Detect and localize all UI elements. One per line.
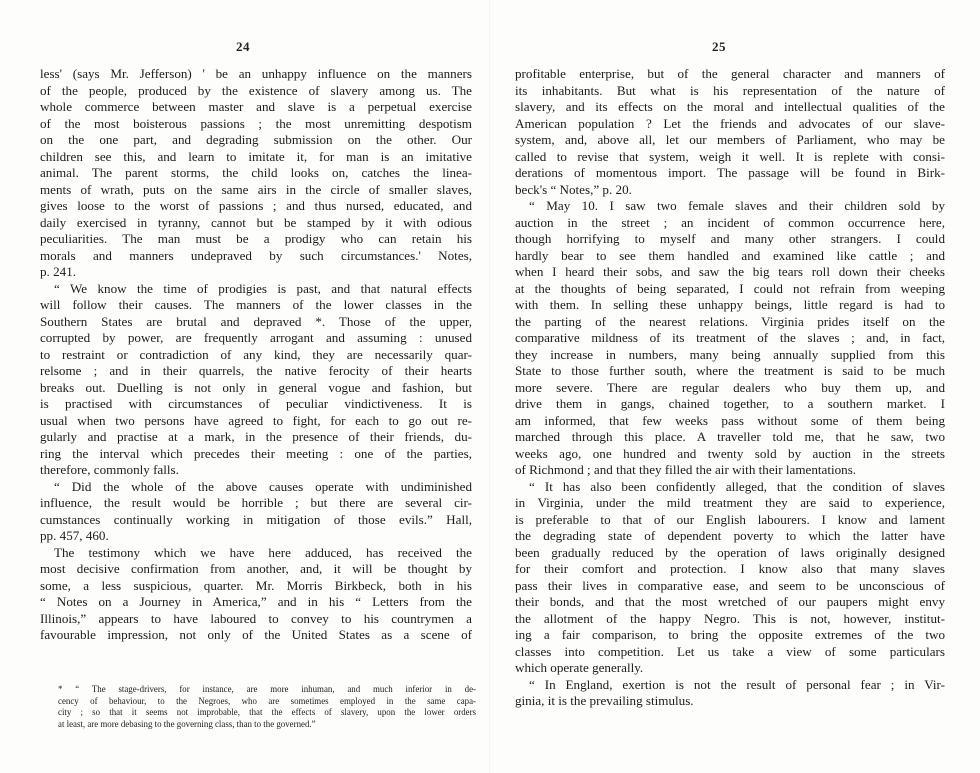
text-line: American population ? Let the friends and advocates of our slave- <box>515 115 945 131</box>
text-line: whole commerce between master and slave is a perpetual exercise <box>40 99 472 114</box>
text-line: Illinois,” appears to have laboured to convey to his countrymen a <box>40 610 472 626</box>
text-line: favourable impression, not only of the United States as a scene of <box>40 627 472 642</box>
text-line: classes into competition. Let us take a view of some particulars <box>515 643 945 659</box>
text-line: ments of wrath, puts on the same airs in the circle of smaller slaves, <box>40 181 472 197</box>
text-line: beck's “ Notes,” p. 20. <box>515 181 632 197</box>
text-line: most decisive confirmation from another, and, it will be thought by <box>40 561 472 576</box>
text-line: gives loose to the worst of passions ; and thus nursed, educated, and <box>40 198 472 213</box>
page-number: 24 <box>236 39 250 54</box>
footnote-line: city ; so that it seems not improbable, that the effects of slavery, upon the lower orders <box>58 707 476 718</box>
text-line: on the one part, and degrading submission on the other. Our <box>40 132 472 147</box>
text-line: “ It has also been confidently alleged, that the condition of slaves <box>529 478 945 494</box>
text-line: been gradually reduced by the operation of laws originally designed <box>515 544 945 560</box>
text-line: though horrifying to myself and many other strangers. I could <box>515 231 945 246</box>
page-number: 25 <box>712 39 726 54</box>
text-line: corrupted by power, are frequently arrogant and assuming : unused <box>40 330 472 345</box>
text-line: the allotment of the happy Negro. This is not, however, institut- <box>515 610 945 626</box>
text-line: its inhabitants. But what is his representation of the nature of <box>515 82 945 98</box>
text-line: cumstances continually working in mitigation of those evils.” Hall, <box>40 511 472 527</box>
text-line: marched through this place. A traveller told me, that he saw, two <box>515 429 945 444</box>
footnote-line: * “ The stage-drivers, for instance, are more inhuman, and much inferior in de- <box>58 684 476 694</box>
text-line: the degrading state of dependent poverty to which the latter have <box>515 528 945 543</box>
text-line: for their comfort and protection. I know also that many slaves <box>515 561 945 576</box>
footnote-line: at least, are more debasing to the governing class, than to the governed.” <box>58 718 316 729</box>
text-line: system, and, above all, let our members of Parliament, who may be <box>515 132 945 147</box>
text-line: comparative mildness of its treatment of the slaves ; and, in fact, <box>515 330 945 345</box>
text-line: peculiarities. The man must be a prodigy who can retain his <box>40 231 472 246</box>
footnote-line: cency of behaviour, to the Negroes, who are sometimes employed in the same capa- <box>58 695 476 706</box>
text-line: daily exercised in tyranny, cannot but be stamped by it with odious <box>40 214 472 230</box>
text-line: pass their lives in comparative ease, and seem to be unconscious of <box>515 577 945 593</box>
text-line: their bonds, and that the most wretched of our paupers might envy <box>515 594 945 609</box>
text-line: some, a less suspicious, quarter. Mr. Morris Birkbeck, both in his <box>40 577 472 593</box>
text-line: is preferable to that of our English labourers. I know and lament <box>515 511 945 527</box>
text-line: the parting of the nearest relations. Virginia prides itself on the <box>515 313 945 329</box>
text-line: ring the interval which precedes their meeting : one of the parties, <box>40 445 472 461</box>
text-line: called to revise that system, weigh it well. It is replete with consi- <box>515 148 945 164</box>
text-line: in Virginia, under the mild treatment they are said to experience, <box>515 495 945 510</box>
text-line: drive them in gangs, chained together, to a southern market. I <box>515 396 945 411</box>
text-line: children see this, and learn to imitate it, for man is an imitative <box>40 148 472 164</box>
text-line: p. 241. <box>40 264 77 279</box>
text-line: at the thoughts of being separated, I could not refrain from weeping <box>515 280 945 296</box>
text-line: derations of momentous import. The passage will be found in Birk- <box>515 165 945 180</box>
text-line: less' (says Mr. Jefferson) ' be an unhappy influence on the manners <box>40 66 472 81</box>
text-line: relsome ; and in their quarrels, the native ferocity of their hearts <box>40 363 472 378</box>
text-line: more severe. There are regular dealers who buy them up, and <box>515 379 945 395</box>
text-line: profitable enterprise, but of the general character and manners of <box>515 66 945 81</box>
text-line: hardly bear to see them handled and examined like cattle ; and <box>515 247 945 263</box>
text-line: influence, the result would be horrible ; but there are several cir- <box>40 495 472 510</box>
text-line: slavery, and its effects on the moral and intellectual qualities of the <box>515 99 945 114</box>
text-line: State to those further south, where the treatment is said to be much <box>515 363 945 378</box>
text-line: “ We know the time of prodigies is past, and that natural effects <box>54 280 472 296</box>
text-line: ginia, it is the prevailing stimulus. <box>515 693 694 708</box>
text-line: breaks out. Duelling is not only in general vogue and fashion, but <box>40 379 472 395</box>
right-page-body <box>515 66 945 710</box>
text-line: of the people, produced by the existence of slavery among us. The <box>40 82 472 98</box>
text-line: am informed, that few weeks pass without some of them being <box>515 412 945 428</box>
text-line: of Richmond ; and that they filled the air with their lamentations. <box>515 462 857 477</box>
text-line: of the most boisterous passions ; the most unremitting despotism <box>40 115 472 131</box>
text-line: Southern States are brutal and depraved *. Those of the upper, <box>40 313 472 329</box>
text-line: ing a fair comparison, to bring the opposite extremes of the two <box>515 627 945 642</box>
text-line: auction in the street ; an incident of common occurrence here, <box>515 214 945 230</box>
text-line: The testimony which we have here adduced, has received the <box>54 544 472 560</box>
text-line: “ Did the whole of the above causes operate with undiminished <box>54 478 472 494</box>
text-line: which operate generally. <box>515 660 644 675</box>
text-line: gularly and practise at a mark, in the presence of their friends, du- <box>40 429 472 444</box>
text-line: is practised with circumstances of peculiar vindictiveness. It is <box>40 396 472 411</box>
text-line: pp. 457, 460. <box>40 528 109 543</box>
right-page <box>490 0 980 773</box>
text-line: will follow their causes. The manners of the lower classes in the <box>40 297 472 312</box>
text-line: “ May 10. I saw two female slaves and their children sold by <box>529 198 945 213</box>
text-line: they increase in numbers, many being annually supplied from this <box>515 346 945 362</box>
text-line: morals and manners undepraved by such circumstances.' Notes, <box>40 247 472 263</box>
footnote <box>58 684 476 730</box>
text-line: therefore, commonly falls. <box>40 462 179 477</box>
text-line: “ Notes on a Journey in America,” and in his “ Letters from the <box>40 594 472 609</box>
left-page-body <box>40 66 472 644</box>
text-line: to restraint or contradiction of any kind, they are necessarily quar- <box>40 346 472 362</box>
text-line: with them. In selling these unhappy beings, little regard is had to <box>515 297 945 312</box>
text-line: “ In England, exertion is not the result of personal fear ; in Vir- <box>529 676 945 692</box>
text-line: when I heard their sobs, and saw the big tears roll down their cheeks <box>515 264 945 279</box>
text-line: animal. The parent storms, the child looks on, catches the linea- <box>40 165 472 180</box>
text-line: weeks ago, one hundred and twenty sold by auction in the streets <box>515 445 945 461</box>
text-line: usual when two persons have agreed to fight, for each to go out re- <box>40 412 472 428</box>
